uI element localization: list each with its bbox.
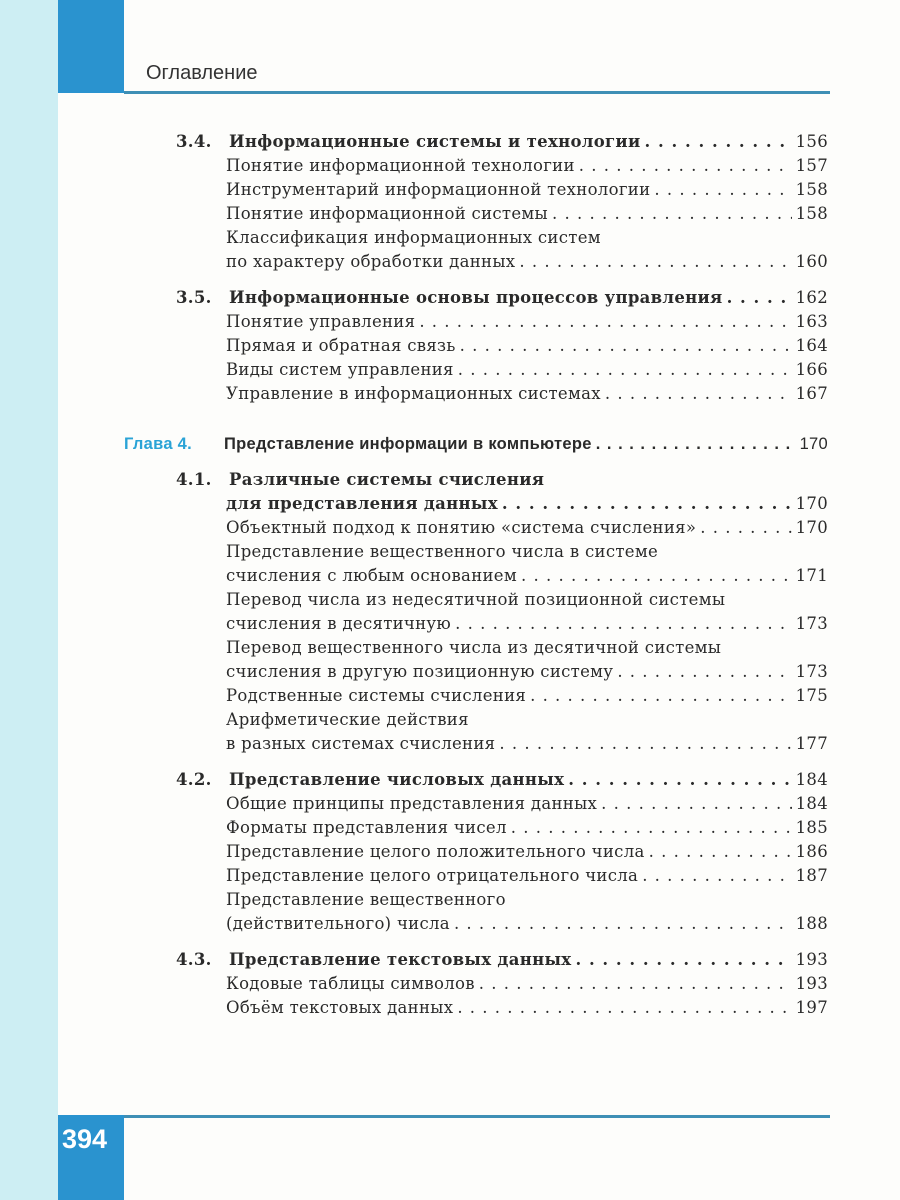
dot-leader (579, 154, 792, 178)
toc-section[interactable] (124, 468, 828, 516)
toc-page-number: 185 (795, 818, 828, 837)
toc-title: для представления данных (226, 494, 498, 513)
toc-title: счисления в десятичную (226, 614, 452, 633)
toc-title: Понятие управления (226, 312, 416, 331)
toc-title: Перевод числа из недесятичной позиционной системы (226, 590, 726, 609)
toc-chapter[interactable] (124, 432, 828, 456)
toc-entry[interactable] (124, 816, 828, 840)
page-number: 394 (62, 1124, 108, 1154)
page-header-title: Оглавление (146, 62, 258, 84)
dot-leader (479, 972, 792, 996)
dot-leader (642, 864, 791, 888)
header-rule (124, 91, 830, 94)
toc-page-number: 193 (795, 974, 828, 993)
toc-entry[interactable] (124, 540, 828, 588)
toc-title: Представление вещественного (226, 890, 506, 909)
toc-section[interactable] (124, 286, 828, 310)
toc-section[interactable] (124, 130, 828, 154)
toc-entry[interactable] (124, 358, 828, 382)
toc-page-number: 164 (795, 336, 828, 355)
toc-title: Управление в информационных системах (226, 384, 601, 403)
toc-title: Объём текстовых данных (226, 998, 454, 1017)
toc-page-number: 170 (799, 435, 828, 453)
toc-page-number: 184 (795, 770, 828, 789)
toc-entry[interactable] (124, 516, 828, 540)
footer-rule (124, 1115, 830, 1118)
toc-title: (действительного) числа (226, 914, 450, 933)
dot-leader (455, 612, 791, 636)
toc-title: счисления в другую позиционную систему (226, 662, 614, 681)
toc-page-number: 163 (795, 312, 828, 331)
toc-entry[interactable] (124, 382, 828, 406)
toc-title: счисления с любым основанием (226, 566, 517, 585)
dot-leader (499, 732, 791, 756)
dot-leader (458, 358, 792, 382)
toc-number: 3.4. (176, 132, 212, 151)
toc-title: Информационные системы и технологии (229, 132, 641, 151)
dot-leader (654, 178, 791, 202)
toc-entry[interactable] (124, 202, 828, 226)
dot-leader (419, 310, 791, 334)
toc-title: Представление вещественного числа в системе (226, 542, 659, 561)
toc-page-number: 170 (795, 518, 828, 537)
toc-title: Перевод вещественного числа из десятичной системы (226, 638, 722, 657)
toc-page-number: 173 (795, 614, 828, 633)
toc-title: Понятие информационной технологии (226, 156, 575, 175)
dot-leader (727, 286, 792, 310)
toc-entry[interactable] (124, 792, 828, 816)
dot-leader (519, 250, 791, 274)
toc-page-number: 171 (795, 566, 828, 585)
toc-title: Прямая и обратная связь (226, 336, 456, 355)
dot-leader (605, 382, 792, 406)
toc-title: Информационные основы процессов управления (229, 288, 723, 307)
toc-title: по характеру обработки данных (226, 252, 516, 271)
page-edge-strip (0, 0, 58, 1200)
toc-section[interactable] (124, 768, 828, 792)
toc-title: Арифметические действия (226, 710, 469, 729)
toc-page-number: 186 (795, 842, 828, 861)
dot-leader (700, 516, 791, 540)
dot-leader (521, 564, 792, 588)
toc-title: Представление целого положительного числа (226, 842, 645, 861)
toc-page-number: 162 (795, 288, 828, 307)
dot-leader (596, 432, 796, 456)
dot-leader (575, 948, 791, 972)
toc-page-number: 156 (795, 132, 828, 151)
dot-leader (552, 202, 792, 226)
toc-page-number: 158 (795, 204, 828, 223)
toc-entry[interactable] (124, 588, 828, 636)
dot-leader (645, 130, 792, 154)
toc-entry[interactable] (124, 310, 828, 334)
table-of-contents (124, 118, 828, 1020)
header-color-bar (58, 0, 124, 93)
toc-title: Представление информации в компьютере (224, 435, 592, 453)
toc-entry[interactable] (124, 178, 828, 202)
toc-page-number: 170 (795, 494, 828, 513)
toc-page-number: 188 (795, 914, 828, 933)
toc-entry[interactable] (124, 154, 828, 178)
toc-entry[interactable] (124, 636, 828, 684)
dot-leader (568, 768, 791, 792)
toc-number: 3.5. (176, 288, 212, 307)
toc-page-number: 177 (795, 734, 828, 753)
toc-title: Виды систем управления (226, 360, 454, 379)
toc-title: Различные системы счисления (229, 470, 545, 489)
toc-page-number: 187 (795, 866, 828, 885)
toc-number: Глава 4. (124, 435, 193, 453)
toc-entry[interactable] (124, 684, 828, 708)
dot-leader (454, 912, 792, 936)
toc-title: Представление текстовых данных (229, 950, 572, 969)
dot-leader (601, 792, 791, 816)
toc-number: 4.2. (176, 770, 212, 789)
dot-leader (617, 660, 791, 684)
dot-leader (502, 492, 792, 516)
toc-entry[interactable] (124, 708, 828, 756)
toc-title: Инструментарий информационной технологии (226, 180, 651, 199)
toc-page-number: 158 (795, 180, 828, 199)
toc-entry[interactable] (124, 888, 828, 936)
toc-entry[interactable] (124, 996, 828, 1020)
toc-title: Родственные системы счисления (226, 686, 527, 705)
dot-leader (457, 996, 791, 1020)
toc-entry[interactable] (124, 226, 828, 274)
toc-number: 4.3. (176, 950, 212, 969)
dot-leader (460, 334, 792, 358)
toc-page-number: 160 (795, 252, 828, 271)
toc-page-number: 157 (795, 156, 828, 175)
toc-number: 4.1. (176, 470, 212, 489)
toc-page-number: 173 (795, 662, 828, 681)
dot-leader (649, 840, 792, 864)
toc-title: Понятие информационной системы (226, 204, 548, 223)
toc-section[interactable] (124, 948, 828, 972)
toc-title: Форматы представления чисел (226, 818, 507, 837)
toc-title: Представление числовых данных (229, 770, 565, 789)
toc-title: Объектный подход к понятию «система счисления» (226, 518, 697, 537)
toc-page-number: 193 (795, 950, 828, 969)
dot-leader (511, 816, 792, 840)
toc-page-number: 184 (795, 794, 828, 813)
toc-title: Классификация информационных систем (226, 228, 601, 247)
toc-title: Представление целого отрицательного числа (226, 866, 639, 885)
toc-entry[interactable] (124, 864, 828, 888)
toc-page-number: 197 (795, 998, 828, 1017)
toc-title: Общие принципы представления данных (226, 794, 598, 813)
toc-entry[interactable] (124, 840, 828, 864)
toc-page-number: 175 (795, 686, 828, 705)
toc-title: в разных системах счисления (226, 734, 496, 753)
toc-page-number: 167 (795, 384, 828, 403)
toc-entry[interactable] (124, 972, 828, 996)
dot-leader (530, 684, 792, 708)
toc-title: Кодовые таблицы символов (226, 974, 475, 993)
toc-page-number: 166 (795, 360, 828, 379)
toc-entry[interactable] (124, 334, 828, 358)
